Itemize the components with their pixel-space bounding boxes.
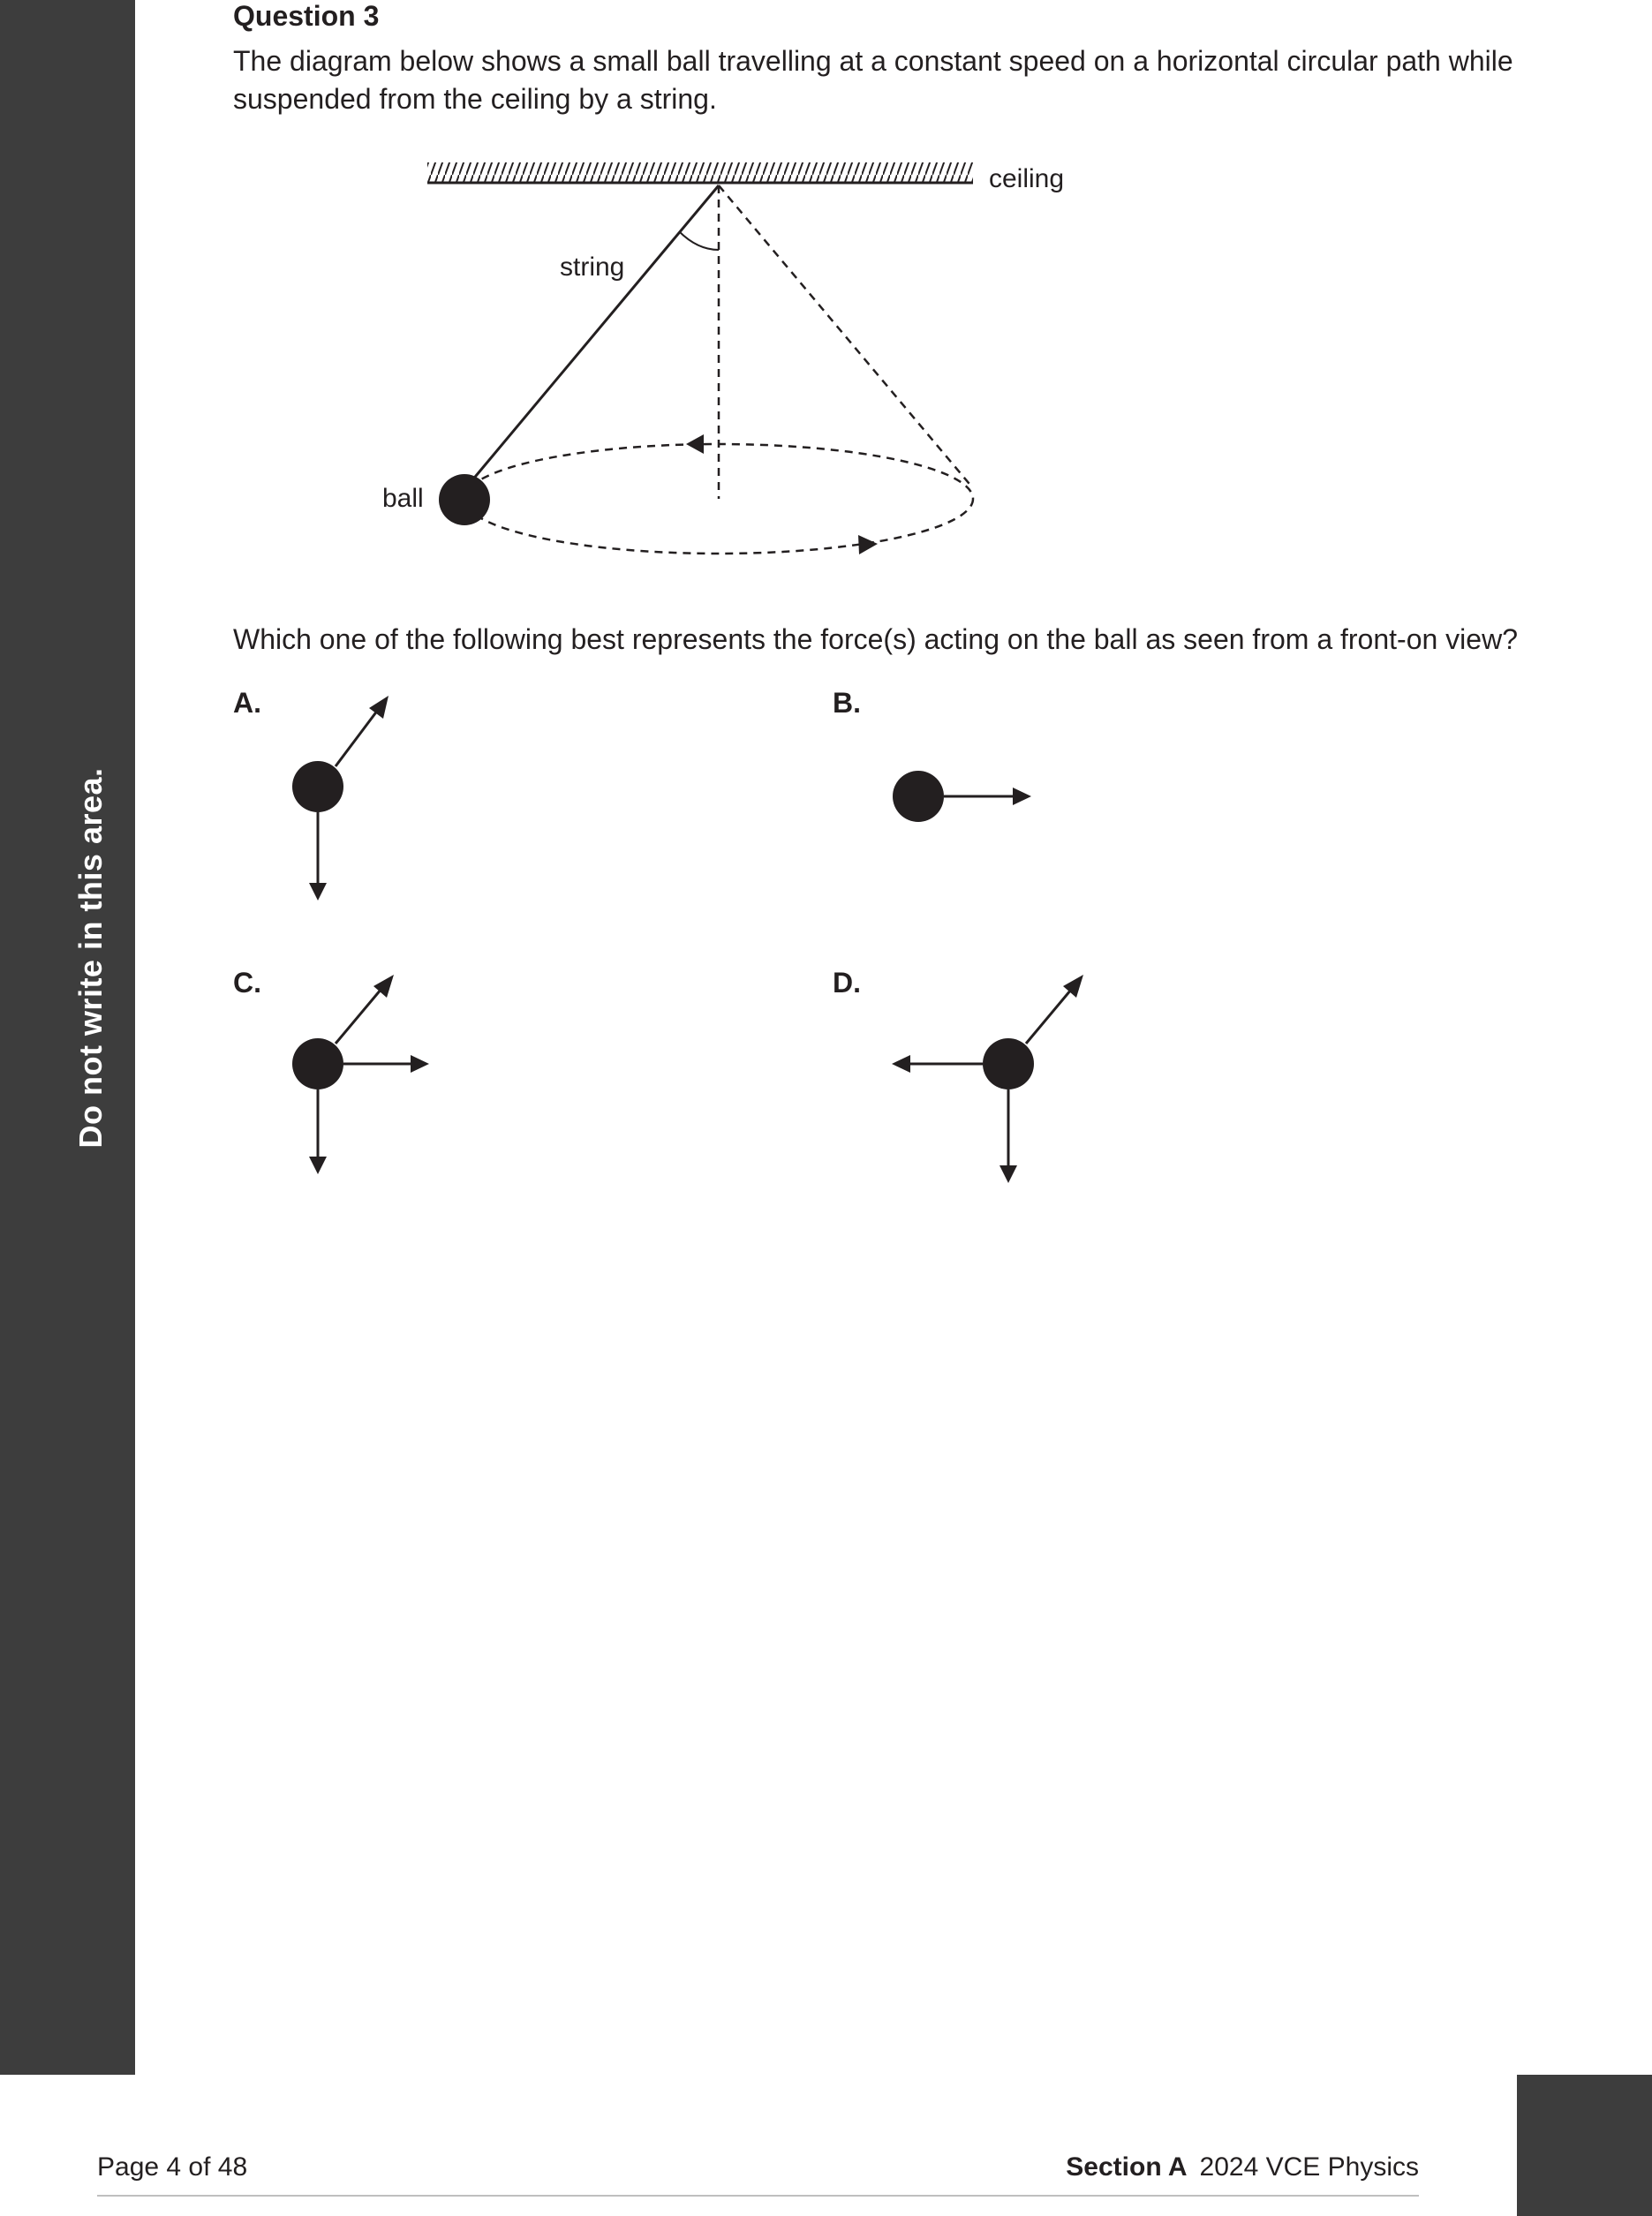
- option-a-weight-head: [309, 883, 327, 901]
- option-c-tension-arrow: [336, 989, 381, 1044]
- ball: [439, 474, 490, 525]
- option-a-tension-arrow: [336, 710, 378, 766]
- option-b-horizontal-head: [1013, 788, 1031, 805]
- string-label: string: [560, 253, 625, 282]
- cone-dashed-edge: [719, 185, 973, 488]
- option-a-tension-head: [369, 696, 388, 719]
- corner-block: [1517, 2075, 1652, 2216]
- option-d-diagram[interactable]: [892, 975, 1083, 1183]
- option-d-horizontal-head: [892, 1055, 910, 1073]
- option-b-label[interactable]: B.: [833, 687, 861, 719]
- option-c-horizontal-head: [411, 1055, 429, 1073]
- conical-pendulum-diagram: [0, 0, 1652, 618]
- string-line: [471, 185, 719, 481]
- page-number: Page 4 of 48: [97, 2152, 248, 2182]
- option-d-label[interactable]: D.: [833, 967, 861, 999]
- option-b-ball: [893, 771, 944, 822]
- option-c-diagram[interactable]: [292, 975, 429, 1174]
- sidebar-warning-text: Do not write in this area.: [72, 767, 109, 1149]
- option-d-weight-head: [999, 1165, 1017, 1183]
- path-arrow-bottom: [858, 535, 878, 554]
- exam-title: 2024 VCE Physics: [1199, 2152, 1419, 2182]
- option-a-ball: [292, 761, 343, 812]
- footer-section: [1066, 2152, 1419, 2182]
- option-a-diagram[interactable]: [292, 696, 388, 901]
- option-a-label[interactable]: A.: [233, 687, 261, 719]
- option-b-diagram[interactable]: [893, 771, 1031, 822]
- option-c-weight-head: [309, 1157, 327, 1174]
- question-stem: The diagram below shows a small ball travelling at a constant speed on a horizontal circular path while suspended from the ceiling by a string.: [233, 45, 1513, 115]
- footer-divider: [97, 2195, 1419, 2197]
- question-title: Question 3: [233, 0, 380, 32]
- options-diagrams: [0, 671, 1652, 1201]
- question-prompt: Which one of the following best represents the force(s) acting on the ball as seen from a front-on view?: [233, 623, 1518, 655]
- ceiling-label: ceiling: [989, 164, 1065, 193]
- angle-arc: [679, 231, 719, 250]
- option-c-label[interactable]: C.: [233, 967, 261, 999]
- option-c-ball: [292, 1038, 343, 1089]
- option-d-tension-arrow: [1026, 990, 1071, 1044]
- option-d-ball: [983, 1038, 1034, 1089]
- section-label: Section A: [1066, 2152, 1188, 2182]
- ball-label: ball: [382, 484, 424, 513]
- ceiling-hatch: [427, 162, 973, 182]
- path-arrow-top: [686, 434, 704, 454]
